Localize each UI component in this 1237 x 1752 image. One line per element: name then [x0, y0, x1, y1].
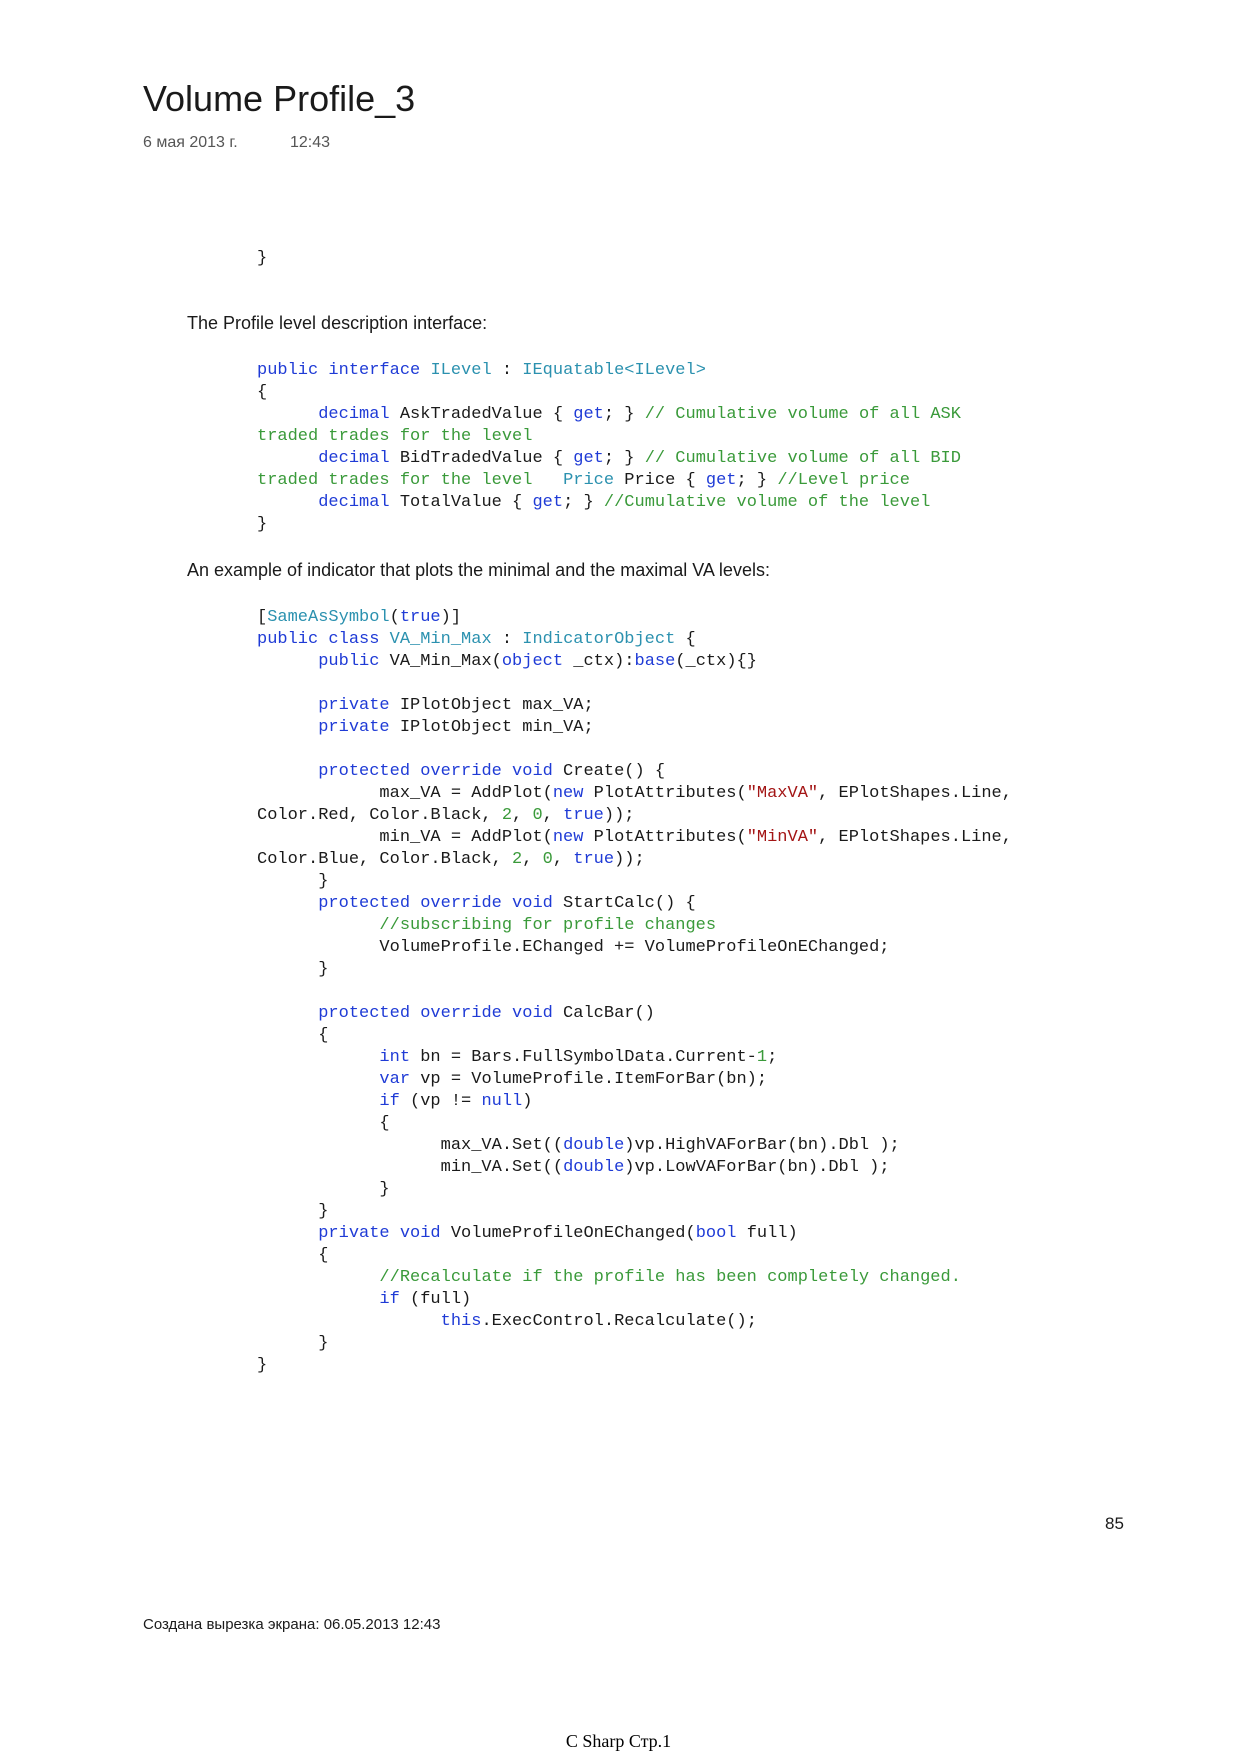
code-token: // Cumulative volume of all ASK [644, 405, 961, 424]
code-line [257, 1026, 328, 1045]
code-token: public interface [257, 361, 431, 380]
code-token [257, 1048, 379, 1067]
code-token: VolumeProfileOnEChanged( [440, 1224, 696, 1243]
code-line [257, 1312, 757, 1331]
code-line [257, 1004, 655, 1023]
code-token: } [257, 1180, 390, 1199]
code-token: get [705, 471, 737, 490]
code-token: , [512, 806, 533, 825]
code-token [257, 449, 318, 468]
code-line [257, 960, 328, 979]
code-token [257, 762, 318, 781]
code-token: //subscribing for profile changes [379, 916, 717, 935]
code-token [257, 1268, 379, 1287]
code-line [257, 1092, 532, 1111]
code-line [257, 449, 961, 468]
code-token: } [257, 960, 329, 979]
code-token: //Level price [777, 471, 910, 490]
code-token: double [563, 1158, 625, 1177]
code-token: bn = Bars.FullSymbolData.Current- [410, 1048, 757, 1067]
code-token: this [440, 1312, 482, 1331]
code-token: { [257, 383, 268, 402]
code-token: (_ctx){} [675, 652, 757, 671]
code-line [257, 718, 594, 737]
code-token: Color.Blue, Color.Black, [257, 850, 513, 869]
code-token: private [318, 718, 390, 737]
code-token: null [481, 1092, 523, 1111]
code-line [257, 249, 267, 268]
code-token [257, 1312, 441, 1331]
code-line [257, 1136, 900, 1155]
code-token: )); [614, 850, 645, 869]
code-token: "MaxVA" [746, 784, 819, 803]
code-token: VA_Min_Max( [379, 652, 502, 671]
code-block-closing-brace [257, 248, 267, 270]
code-token: } [257, 1334, 329, 1353]
code-token [257, 1290, 379, 1309]
code-token: PlotAttributes( [583, 784, 747, 803]
code-line [257, 894, 696, 913]
code-token: _ctx): [563, 652, 635, 671]
code-line [257, 828, 1012, 847]
print-page-label: C Sharp Стр.1 [565, 1731, 672, 1751]
code-token: { [257, 1246, 329, 1265]
code-token [257, 652, 318, 671]
code-token: )vp.LowVAForBar(bn).Dbl ); [624, 1158, 890, 1177]
code-token: true [399, 608, 441, 627]
code-token: TotalValue { [389, 493, 533, 512]
code-line [257, 1048, 777, 1067]
code-token: bool [695, 1224, 737, 1243]
code-token: SameAsSymbol [267, 608, 390, 627]
code-line [257, 405, 961, 424]
code-token: } [257, 1202, 329, 1221]
code-line [257, 1202, 328, 1221]
code-token [257, 916, 379, 935]
code-token: } [257, 872, 329, 891]
code-token: Create() { [552, 762, 666, 781]
code-token: VA_Min_Max [389, 630, 492, 649]
code-token: , [542, 806, 564, 825]
code-token: traded trades for the level [257, 471, 533, 490]
code-token: new [552, 784, 584, 803]
code-token [257, 493, 318, 512]
code-token: Color.Red, Color.Black, [257, 806, 502, 825]
code-line [257, 361, 706, 380]
code-token: ) [522, 1092, 533, 1111]
note-time: 12:43 [290, 134, 331, 151]
code-token: protected override void [318, 894, 553, 913]
code-token: Price { [614, 471, 706, 490]
code-token: )vp.HighVAForBar(bn).Dbl ); [624, 1136, 900, 1155]
code-token: StartCalc() { [552, 894, 696, 913]
code-line [257, 850, 645, 869]
paragraph-level-interface: The Profile level description interface: [187, 313, 488, 333]
code-block-ilevel-interface [257, 360, 961, 536]
code-token: (vp != [399, 1092, 482, 1111]
code-line [257, 1180, 390, 1199]
code-token: ; } [736, 471, 778, 490]
code-token: ( [389, 608, 400, 627]
code-token: )); [603, 806, 635, 825]
code-token: get [573, 405, 604, 424]
code-token: AskTradedValue { [389, 405, 574, 424]
code-token: if [379, 1092, 400, 1111]
code-token: , EPlotShapes.Line, [818, 828, 1012, 847]
code-token: } [257, 249, 268, 268]
code-token: (full) [399, 1290, 472, 1309]
code-token: object [501, 652, 564, 671]
page-title: Volume Profile_3 [143, 78, 416, 119]
code-token: //Cumulative volume of the level [603, 493, 931, 512]
screen-clipping-footer: Создана вырезка экрана: 06.05.2013 12:43 [143, 1616, 441, 1633]
code-token: decimal [318, 405, 390, 424]
code-line [257, 1224, 798, 1243]
code-token: { [257, 1026, 329, 1045]
code-token: true [563, 806, 604, 825]
code-token [257, 405, 318, 424]
code-token [532, 471, 563, 490]
code-token: if [379, 1290, 400, 1309]
code-line [257, 383, 267, 402]
code-line [257, 1246, 328, 1265]
code-token: public class [257, 630, 390, 649]
code-token: 0 [542, 850, 553, 869]
code-token: get [573, 449, 604, 468]
code-token: 1 [756, 1048, 768, 1067]
code-token: } [257, 515, 268, 534]
code-token: public [318, 652, 380, 671]
code-token: protected override void [318, 762, 553, 781]
code-token [257, 1004, 318, 1023]
code-block-va-min-max [257, 607, 1012, 1377]
code-token: )] [440, 608, 462, 627]
code-token: CalcBar() [552, 1004, 655, 1023]
code-token: , EPlotShapes.Line, [818, 784, 1012, 803]
code-token: ; [767, 1048, 778, 1067]
code-line [257, 608, 461, 627]
code-token: double [563, 1136, 625, 1155]
code-token: 0 [532, 806, 543, 825]
code-line [257, 784, 1012, 803]
code-line [257, 652, 757, 671]
code-token: //Recalculate if the profile has been completely changed. [379, 1268, 961, 1287]
code-token: 2 [512, 850, 523, 869]
code-line [257, 1290, 471, 1309]
code-token: var [379, 1070, 411, 1089]
code-token: decimal [318, 493, 390, 512]
code-token: base [634, 652, 676, 671]
code-token: VolumeProfile.EChanged += VolumeProfileOnEChanged; [257, 938, 890, 957]
code-line [257, 762, 665, 781]
code-token: max_VA = AddPlot( [257, 784, 553, 803]
note-date: 6 мая 2013 г. [143, 134, 238, 151]
code-token: full) [736, 1224, 798, 1243]
code-token: traded trades for the level [257, 427, 533, 446]
code-line [257, 493, 930, 512]
code-token [257, 696, 318, 715]
code-token: protected override void [318, 1004, 553, 1023]
code-token: min_VA.Set(( [257, 1158, 564, 1177]
code-token: ILevel [430, 361, 492, 380]
code-token: IPlotObject min_VA; [389, 718, 594, 737]
code-token: ; } [563, 493, 604, 512]
code-token: ; } [603, 405, 645, 424]
code-token: new [552, 828, 584, 847]
code-line [257, 427, 532, 446]
code-token: IPlotObject max_VA; [389, 696, 594, 715]
code-token: min_VA = AddPlot( [257, 828, 553, 847]
code-token [257, 894, 318, 913]
code-token: "MinVA" [746, 828, 819, 847]
code-line [257, 471, 910, 490]
code-line [257, 938, 890, 957]
code-line [257, 1268, 961, 1287]
code-line [257, 515, 267, 534]
code-token: .ExecControl.Recalculate(); [481, 1312, 757, 1331]
code-token [257, 1224, 318, 1243]
code-token: private void [318, 1224, 441, 1243]
code-token: [ [257, 608, 268, 627]
code-token: Price [563, 471, 615, 490]
code-token: IEquatable<ILevel> [522, 361, 706, 380]
code-token: true [573, 850, 615, 869]
code-token: 2 [501, 806, 513, 825]
code-token: decimal [318, 449, 390, 468]
code-token: , [552, 850, 574, 869]
paragraph-indicator-example: An example of indicator that plots the minimal and the maximal VA levels: [187, 560, 770, 580]
code-line [257, 1114, 390, 1133]
code-token: get [532, 493, 564, 512]
code-token: : [491, 361, 523, 380]
code-token [257, 718, 318, 737]
code-line [257, 1158, 890, 1177]
code-token: max_VA.Set(( [257, 1136, 564, 1155]
code-token: private [318, 696, 390, 715]
code-token: BidTradedValue { [389, 449, 574, 468]
code-line [257, 916, 716, 935]
code-token: , [522, 850, 543, 869]
code-token: IndicatorObject [522, 630, 676, 649]
code-line [257, 630, 696, 649]
code-line [257, 1334, 328, 1353]
code-line [257, 696, 594, 715]
code-token: int [379, 1048, 411, 1067]
code-token: PlotAttributes( [583, 828, 747, 847]
code-token: { [257, 1114, 390, 1133]
code-line [257, 806, 634, 825]
code-line [257, 872, 328, 891]
code-line [257, 1070, 767, 1089]
code-token [257, 1092, 379, 1111]
code-token [257, 1070, 379, 1089]
code-token: } [257, 1356, 268, 1375]
code-token: : [491, 630, 523, 649]
code-token: // Cumulative volume of all BID [644, 449, 961, 468]
code-token: vp = VolumeProfile.ItemForBar(bn); [410, 1070, 768, 1089]
code-token: { [675, 630, 696, 649]
code-line [257, 1356, 267, 1375]
page-number: 85 [1105, 1514, 1124, 1533]
code-token: ; } [603, 449, 645, 468]
